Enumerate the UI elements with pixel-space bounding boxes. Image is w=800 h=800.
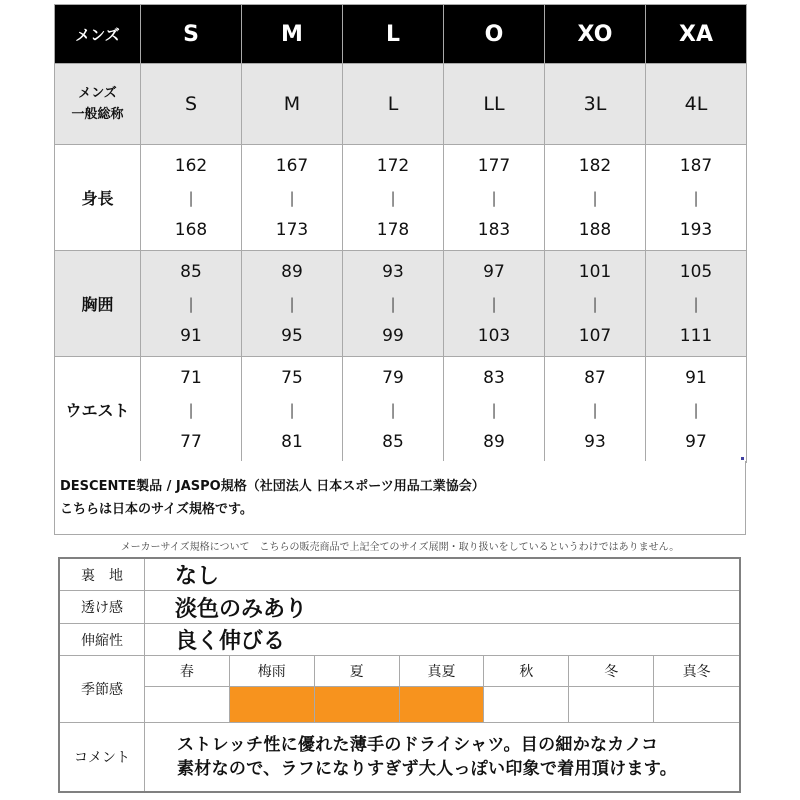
chest-range-cell [343, 251, 444, 357]
height-range-max: 168 [174, 219, 208, 240]
season-name: 梅雨 [230, 656, 315, 687]
season-indicator [400, 687, 485, 722]
chest-range-cell [141, 251, 242, 357]
chest-range-min: 85 [180, 261, 202, 282]
season-row [60, 656, 739, 723]
size-cell: XO [545, 5, 646, 64]
general-size-cell: M [242, 64, 343, 145]
waist-range-max: 97 [685, 431, 707, 452]
size-cell: M [242, 5, 343, 64]
height-range-cell [242, 145, 343, 251]
waist-range-max: 93 [584, 431, 606, 452]
season-name: 真夏 [400, 656, 485, 687]
season-grid [145, 656, 739, 722]
season-name: 真冬 [654, 656, 739, 687]
height-range-min: 182 [578, 155, 612, 176]
height-range-max: 193 [679, 219, 713, 240]
sheerness-row [60, 591, 739, 624]
season-name: 冬 [569, 656, 654, 687]
range-separator: | [390, 400, 396, 419]
chest-range-cell [242, 251, 343, 357]
waist-range-cell [141, 357, 242, 463]
comment-label: コメント [60, 723, 145, 791]
chest-range-max: 91 [180, 325, 202, 346]
range-separator: | [491, 400, 497, 419]
size-header-row [55, 5, 747, 64]
header-label: メンズ [55, 5, 141, 64]
season-label: 季節感 [60, 656, 145, 722]
lining-label: 裏 地 [60, 559, 145, 590]
height-range-max: 183 [477, 219, 511, 240]
product-attributes-table [58, 557, 741, 793]
height-range-cell [444, 145, 545, 251]
season-name: 秋 [484, 656, 569, 687]
comment-row [60, 723, 739, 791]
height-range-cell [343, 145, 444, 251]
chest-range-min: 97 [483, 261, 505, 282]
chest-range-min: 105 [679, 261, 713, 282]
chest-range-max: 107 [578, 325, 612, 346]
waist-range-min: 91 [685, 367, 707, 388]
sheerness-value: 淡色のみあり [175, 596, 308, 622]
season-indicator [569, 687, 654, 722]
range-separator: | [693, 188, 699, 207]
season-indicator [654, 687, 739, 722]
waist-range-max: 89 [483, 431, 505, 452]
general-size-label [55, 64, 141, 145]
height-range-min: 167 [275, 155, 309, 176]
waist-range-max: 85 [382, 431, 404, 452]
season-name: 春 [145, 656, 230, 687]
season-indicator [230, 687, 315, 722]
waist-range-max: 77 [180, 431, 202, 452]
comment-value [145, 723, 739, 791]
waist-range-cell [646, 357, 747, 463]
range-separator: | [390, 294, 396, 313]
range-separator: | [289, 294, 295, 313]
lining-value: なし [175, 564, 220, 589]
range-separator: | [289, 188, 295, 207]
resize-corner-mark [741, 457, 744, 460]
season-name: 夏 [315, 656, 400, 687]
season-indicator [315, 687, 400, 722]
size-notice: メーカーサイズ規格について こちらの販売商品で上記全てのサイズ展開・取り扱いをしているというわけではありません。 [120, 542, 680, 553]
height-range-min: 177 [477, 155, 511, 176]
chest-row [55, 251, 747, 357]
waist-range-cell [545, 357, 646, 463]
size-standard-description [54, 461, 746, 535]
waist-range-min: 71 [180, 367, 202, 388]
range-separator: | [491, 188, 497, 207]
waist-range-cell [242, 357, 343, 463]
chest-range-cell [444, 251, 545, 357]
waist-range-min: 79 [382, 367, 404, 388]
height-range-cell [141, 145, 242, 251]
general-size-cell: LL [444, 64, 545, 145]
description-line1: DESCENTE製品 / JASPO規格（社団法人 日本スポーツ用品工業協会） [60, 479, 485, 494]
height-range-max: 178 [376, 219, 410, 240]
chest-range-max: 95 [281, 325, 303, 346]
waist-range-min: 83 [483, 367, 505, 388]
waist-label: ウエスト [55, 357, 141, 463]
chest-range-min: 93 [382, 261, 404, 282]
general-label-line1: メンズ [78, 86, 117, 101]
general-size-row [55, 64, 747, 145]
chest-range-cell [646, 251, 747, 357]
size-cell: S [141, 5, 242, 64]
range-separator: | [289, 400, 295, 419]
stretch-label: 伸縮性 [60, 624, 145, 655]
description-line2: こちらは日本のサイズ規格です。 [60, 502, 253, 517]
chest-range-cell [545, 251, 646, 357]
waist-range-cell [444, 357, 545, 463]
range-separator: | [592, 188, 598, 207]
height-range-cell [545, 145, 646, 251]
height-range-max: 173 [275, 219, 309, 240]
waist-range-max: 81 [281, 431, 303, 452]
season-indicator [484, 687, 569, 722]
general-size-cell: 4L [646, 64, 747, 145]
height-range-min: 172 [376, 155, 410, 176]
height-range-min: 162 [174, 155, 208, 176]
height-range-min: 187 [679, 155, 713, 176]
general-size-cell: L [343, 64, 444, 145]
range-separator: | [188, 188, 194, 207]
waist-range-cell [343, 357, 444, 463]
comment-line2: 素材なので、ラフになりすぎず大人っぽい印象で着用頂けます。 [177, 759, 677, 779]
range-separator: | [693, 400, 699, 419]
chest-range-max: 103 [477, 325, 511, 346]
waist-row [55, 357, 747, 463]
range-separator: | [390, 188, 396, 207]
chest-range-min: 101 [578, 261, 612, 282]
general-size-cell: 3L [545, 64, 646, 145]
stretch-row [60, 624, 739, 656]
range-separator: | [592, 400, 598, 419]
general-label-line2: 一般総称 [71, 107, 124, 122]
stretch-value: 良く伸びる [175, 629, 286, 654]
general-size-cell: S [141, 64, 242, 145]
size-cell: L [343, 5, 444, 64]
chest-range-min: 89 [281, 261, 303, 282]
range-separator: | [188, 294, 194, 313]
season-indicator [145, 687, 230, 722]
size-chart-table [54, 4, 747, 463]
height-range-cell [646, 145, 747, 251]
comment-line1: ストレッチ性に優れた薄手のドライシャツ。目の細かなカノコ [177, 735, 659, 755]
range-separator: | [592, 294, 598, 313]
range-separator: | [188, 400, 194, 419]
range-separator: | [693, 294, 699, 313]
chest-label: 胸囲 [55, 251, 141, 357]
sheerness-label: 透け感 [60, 591, 145, 623]
size-cell: O [444, 5, 545, 64]
height-row [55, 145, 747, 251]
waist-range-min: 75 [281, 367, 303, 388]
waist-range-min: 87 [584, 367, 606, 388]
chest-range-max: 99 [382, 325, 404, 346]
height-label: 身長 [55, 145, 141, 251]
height-range-max: 188 [578, 219, 612, 240]
chest-range-max: 111 [679, 325, 713, 346]
size-cell: XA [646, 5, 747, 64]
range-separator: | [491, 294, 497, 313]
lining-row [60, 559, 739, 591]
